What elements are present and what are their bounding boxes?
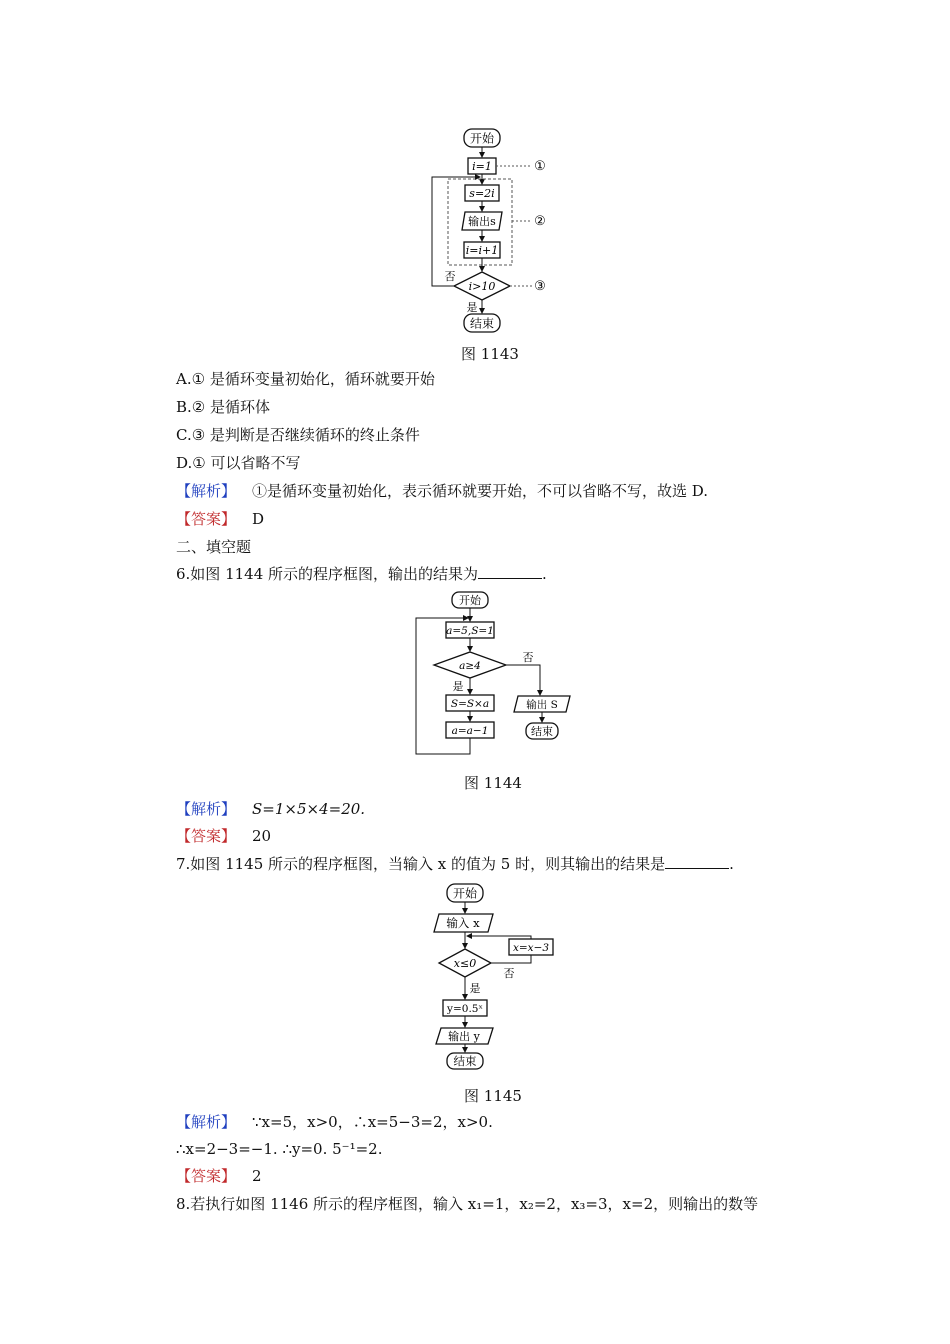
q7-analysis xyxy=(176,1112,493,1132)
fc1144-yes: 是 xyxy=(452,680,464,693)
answer-tag: 【答案】 xyxy=(176,1167,237,1185)
fc1143-cond: i>10 xyxy=(468,280,496,293)
fc1144-cond: a≥4 xyxy=(459,660,481,672)
fc1144-dec: a=a−1 xyxy=(451,725,489,737)
fc1143-end: 结束 xyxy=(469,316,495,331)
fc1143-marker-1: ① xyxy=(534,159,546,174)
answer-text: D xyxy=(252,510,265,528)
section-heading: 二、填空题 xyxy=(176,538,252,556)
analysis-text: S=1×5×4=20. xyxy=(252,800,366,818)
fc1145-assign: y=0.5ˣ xyxy=(447,1003,483,1015)
q7-question xyxy=(176,854,734,874)
q6-analysis xyxy=(176,799,365,819)
q8-question: 8.若执行如图 1146 所示的程序框图，输入 x₁=1，x₂=2，x₃=3，x=2，则输出的数等 xyxy=(176,1195,759,1213)
fc1143-init: i=1 xyxy=(472,160,492,173)
fc1145-start: 开始 xyxy=(452,886,478,901)
fc1143-output: 输出s xyxy=(468,215,496,228)
answer-blank xyxy=(665,854,729,869)
analysis-text-1: ∵x=5，x>0，∴x=5−3=2，x>0. xyxy=(252,1113,493,1131)
answer-blank xyxy=(478,564,542,579)
analysis-tag: 【解析】 xyxy=(176,1113,237,1131)
fc1143-incr: i=i+1 xyxy=(465,244,499,257)
q7-question-text: 7.如图 1145 所示的程序框图，当输入 x 的值为 5 时，则其输出的结果是 xyxy=(176,855,666,873)
fc1143-start: 开始 xyxy=(469,131,495,146)
answer-text: 20 xyxy=(252,827,272,845)
answer-tag: 【答案】 xyxy=(176,510,237,528)
option-a: A.① 是循环变量初始化，循环就要开始 xyxy=(176,370,435,388)
q7-analysis-cont: ∴x=2−3=−1. ∴y=0. 5⁻¹=2. xyxy=(176,1140,383,1158)
fc1143-body: s=2i xyxy=(469,187,495,200)
flowchart-1144 xyxy=(404,588,584,760)
q5-answer xyxy=(176,509,264,529)
answer-text: 2 xyxy=(252,1167,262,1185)
q5-analysis xyxy=(176,481,708,501)
q6-question-end: . xyxy=(542,565,547,583)
fc1144-no: 否 xyxy=(522,651,534,664)
fc1144-output: 输出 S xyxy=(526,699,558,711)
q7-question-end: . xyxy=(729,855,734,873)
fc1143-no: 否 xyxy=(444,270,456,283)
flowchart-1145 xyxy=(425,880,565,1072)
fc1145-end: 结束 xyxy=(453,1054,477,1068)
caption-1145: 图 1145 xyxy=(464,1087,522,1105)
caption-1144: 图 1144 xyxy=(464,774,522,792)
fc1144-init: a=5,S=1 xyxy=(446,625,494,637)
fc1145-cond: x≤0 xyxy=(453,957,477,970)
fc1145-input: 输入 x xyxy=(446,916,480,930)
flowchart-1143 xyxy=(420,125,560,337)
fc1145-yes: 是 xyxy=(469,982,481,995)
fc1143-marker-2: ② xyxy=(534,214,546,229)
fc1143-marker-3: ③ xyxy=(534,279,546,294)
fc1145-sub: x=x−3 xyxy=(512,942,550,954)
fc1143-yes: 是 xyxy=(466,301,478,314)
option-c: C.③ 是判断是否继续循环的终止条件 xyxy=(176,426,420,444)
option-b: B.② 是循环体 xyxy=(176,398,271,416)
answer-tag: 【答案】 xyxy=(176,827,237,845)
analysis-tag: 【解析】 xyxy=(176,800,237,818)
fc1144-end: 结束 xyxy=(531,725,553,738)
q7-answer xyxy=(176,1166,262,1186)
fc1144-start: 开始 xyxy=(459,594,481,607)
q6-question xyxy=(176,564,547,584)
q6-question-text: 6.如图 1144 所示的程序框图，输出的结果为 xyxy=(176,565,479,583)
fc1144-mult: S=S×a xyxy=(450,698,490,710)
fc1145-output: 输出 y xyxy=(448,1030,480,1043)
option-d: D.① 可以省略不写 xyxy=(176,454,301,472)
q6-answer xyxy=(176,826,271,846)
analysis-tag: 【解析】 xyxy=(176,482,237,500)
analysis-text: ①是循环变量初始化，表示循环就要开始，不可以省略不写，故选 D. xyxy=(252,482,709,500)
caption-1143: 图 1143 xyxy=(461,345,519,363)
fc1145-no: 否 xyxy=(503,967,515,980)
